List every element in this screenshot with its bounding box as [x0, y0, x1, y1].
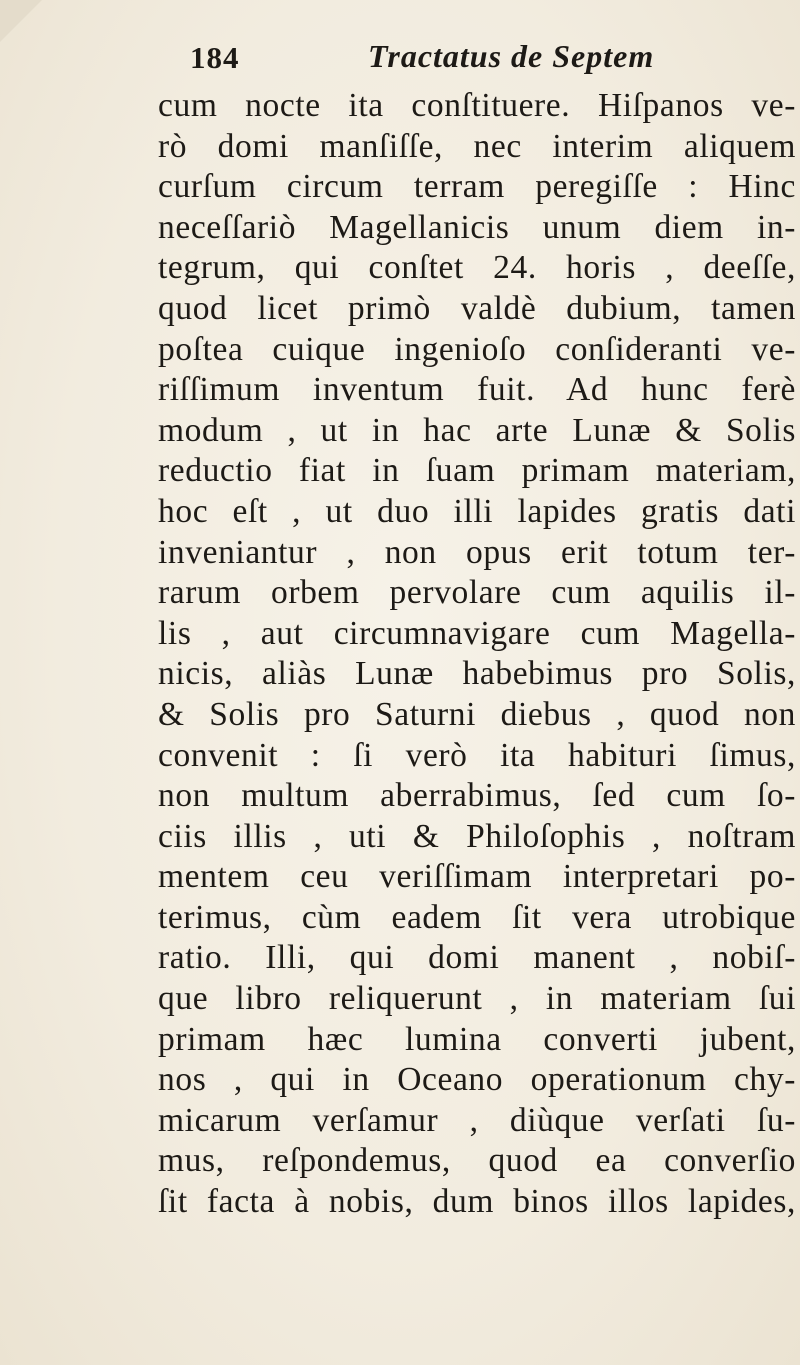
text-line: convenit : ſi verò ita habituri ſimus, [158, 736, 796, 774]
text-line: curſum circum terram peregiſſe : Hinc [158, 168, 796, 206]
text-line: tegrum, qui conſtet 24. horis , deeſſe, [158, 249, 796, 287]
text-line: non multum aberrabimus, ſed cum ſo- [158, 777, 796, 815]
text-line: ſit facta à nobis, dum binos illos lapides, [158, 1183, 796, 1221]
text-line: cum nocte ita conſtituere. Hiſpanos ve- [158, 87, 796, 124]
page-number: 184 [190, 40, 240, 75]
running-title: Tractatus de Septem [368, 38, 655, 74]
text-line: nos , qui in Oceano operationum chy- [158, 1061, 796, 1099]
text-line: ciis illis , uti & Philoſophis , noſtram [158, 817, 796, 855]
text-line: poſtea cuique ingenioſo conſideranti ve- [158, 330, 796, 368]
text-line: riſſimum inventum fuit. Ad hunc ferè [158, 371, 796, 409]
text-line: micarum verſamur , diùque verſati ſu- [158, 1101, 796, 1139]
page-corner-fold [0, 0, 42, 42]
text-line: nicis, aliàs Lunæ habebimus pro Solis, [158, 655, 796, 693]
text-line: lis , aut circumnavigare cum Magella- [158, 614, 796, 652]
text-line: rò domi manſiſſe, nec interim aliquem [158, 127, 796, 165]
body-text [158, 86, 796, 1223]
text-line: terimus, cùm eadem ſit vera utrobique [158, 898, 796, 936]
text-line: inveniantur , non opus erit totum ter- [158, 533, 796, 571]
page-header [190, 36, 710, 86]
text-line: & Solis pro Saturni diebus , quod non [158, 695, 796, 733]
text-line: reductio fiat in ſuam primam materiam, [158, 452, 796, 490]
text-line: que libro reliquerunt , in materiam ſui [158, 980, 796, 1018]
text-line: primam hæc lumina converti jubent, [158, 1020, 796, 1058]
text-line: modum , ut in hac arte Lunæ & Solis [158, 411, 796, 449]
text-line: rarum orbem pervolare cum aquilis il- [158, 574, 796, 612]
text-line: quod licet primò valdè dubium, tamen [158, 289, 796, 327]
text-line: mentem ceu veriſſimam interpretari po- [158, 858, 796, 896]
text-line: hoc eſt , ut duo illi lapides gratis dati [158, 492, 796, 530]
text-line: mus, reſpondemus, quod ea converſio [158, 1142, 796, 1180]
text-line: ratio. Illi, qui domi manent , nobiſ- [158, 939, 796, 977]
text-line: neceſſariò Magellanicis unum diem in- [158, 208, 796, 246]
